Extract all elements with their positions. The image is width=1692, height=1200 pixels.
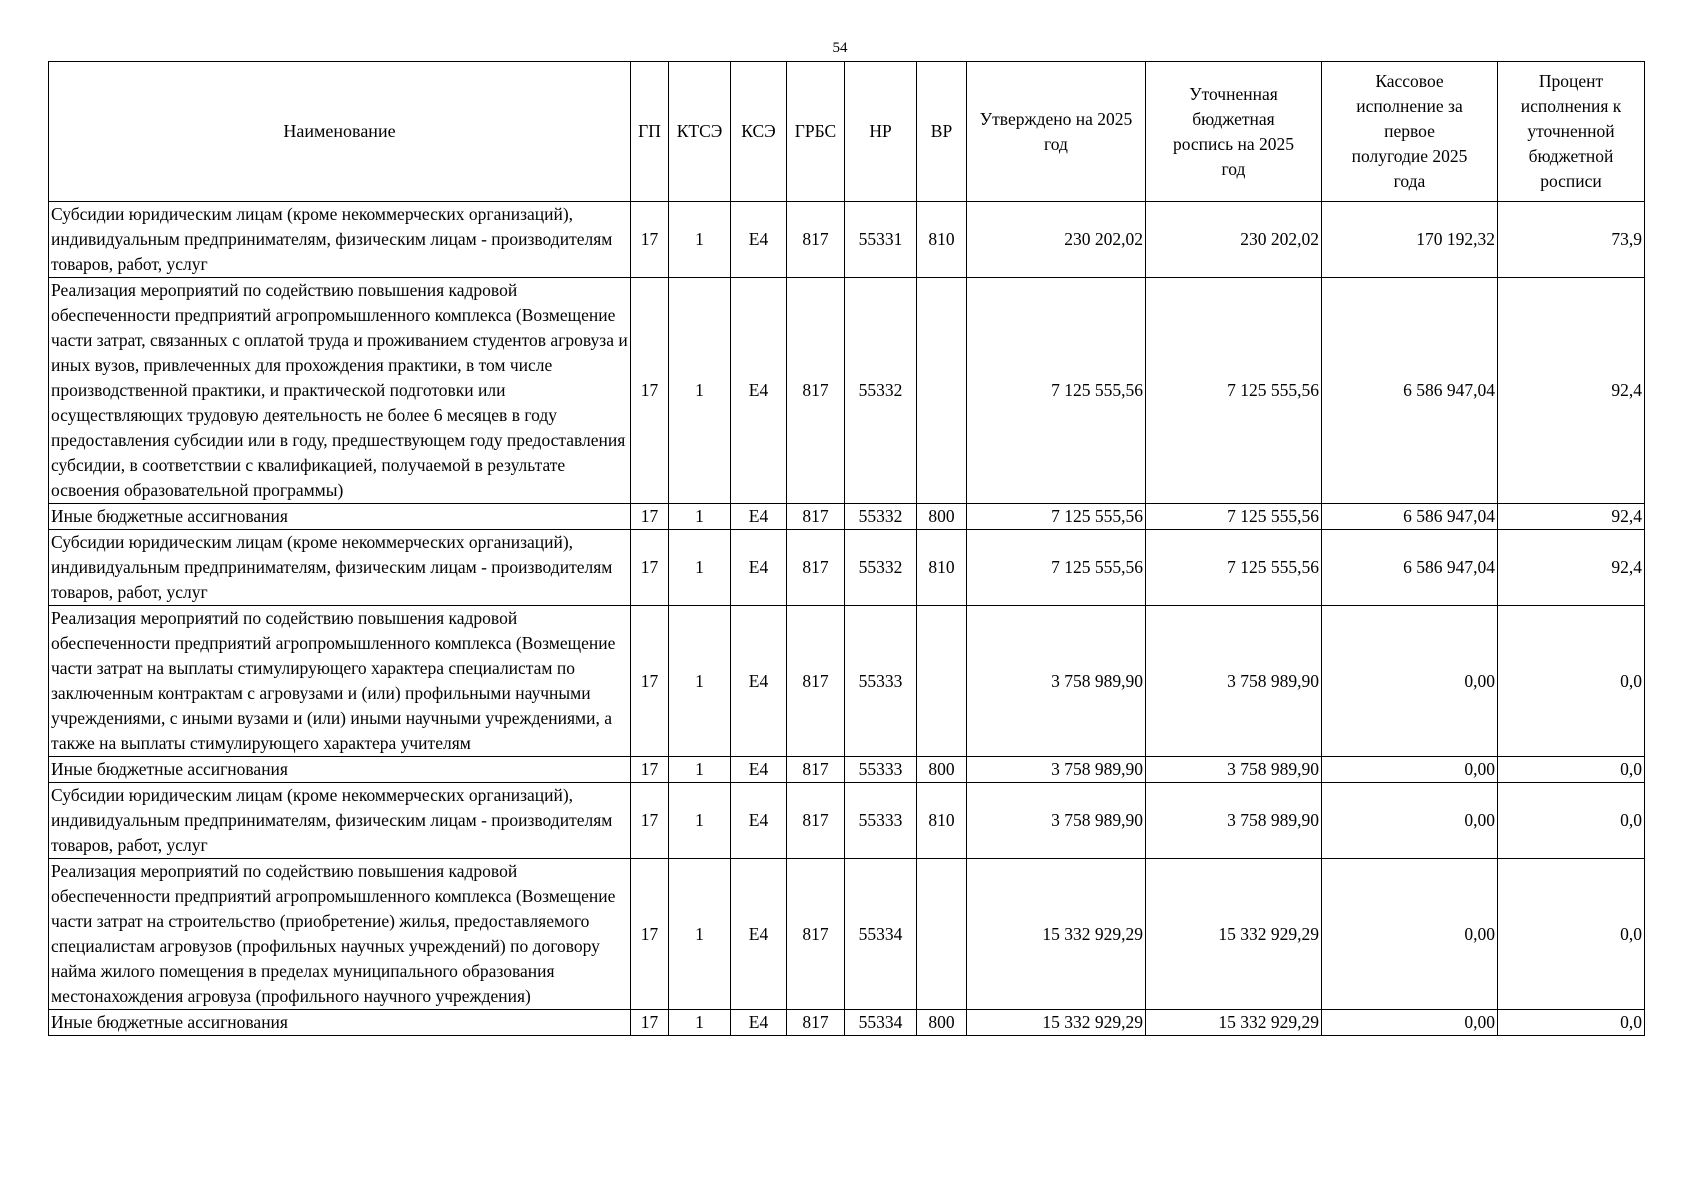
cell-percent: 0,0	[1498, 783, 1645, 859]
cell-gp: 17	[631, 504, 669, 530]
cell-ktse: 1	[669, 1010, 731, 1036]
cell-np: 55332	[845, 530, 917, 606]
cell-name: Иные бюджетные ассигнования	[49, 757, 631, 783]
cell-gp: 17	[631, 859, 669, 1010]
cell-approved: 3 758 989,90	[967, 606, 1146, 757]
cell-np: 55333	[845, 783, 917, 859]
cell-refined: 7 125 555,56	[1146, 278, 1322, 504]
cell-approved: 7 125 555,56	[967, 278, 1146, 504]
cell-ktse: 1	[669, 783, 731, 859]
cell-kse: Е4	[731, 530, 787, 606]
cell-refined: 3 758 989,90	[1146, 606, 1322, 757]
cell-ktse: 1	[669, 606, 731, 757]
cell-np: 55334	[845, 859, 917, 1010]
cell-grbs: 817	[787, 202, 845, 278]
cell-ktse: 1	[669, 504, 731, 530]
cell-refined: 15 332 929,29	[1146, 859, 1322, 1010]
cell-name: Реализация мероприятий по содействию повышения кадровой обеспеченности предприятий агропромышленного комплекса (Возмещение части затрат на строительство (приобретение) жилья, предоставляемого специалистам агровузов (профильных научных учреждений) по договору найма жилого помещения в пределах муниципального образования местонахождения агровуза (профильного научного учреждения)	[49, 859, 631, 1010]
cell-cash: 0,00	[1322, 783, 1498, 859]
table-row	[49, 504, 1645, 530]
table-row	[49, 530, 1645, 606]
cell-np: 55333	[845, 606, 917, 757]
header-cash: Кассовое исполнение за первое полугодие 2025 года	[1322, 62, 1498, 202]
cell-approved: 7 125 555,56	[967, 504, 1146, 530]
cell-kse: Е4	[731, 757, 787, 783]
page-number: 54	[832, 40, 848, 56]
cell-kse: Е4	[731, 859, 787, 1010]
header-vr: ВР	[917, 62, 967, 202]
cell-ktse: 1	[669, 859, 731, 1010]
cell-gp: 17	[631, 530, 669, 606]
cell-cash: 170 192,32	[1322, 202, 1498, 278]
header-refined: Уточненная бюджетная роспись на 2025 год	[1146, 62, 1322, 202]
cell-name: Субсидии юридическим лицам (кроме некоммерческих организаций), индивидуальным предпринимателям, физическим лицам - производителям товаров, работ, услуг	[49, 783, 631, 859]
cell-grbs: 817	[787, 757, 845, 783]
table-row	[49, 757, 1645, 783]
cell-vr: 800	[917, 1010, 967, 1036]
header-kse: КСЭ	[731, 62, 787, 202]
cell-gp: 17	[631, 202, 669, 278]
cell-cash: 6 586 947,04	[1322, 530, 1498, 606]
header-row	[49, 62, 1645, 202]
table-row	[49, 783, 1645, 859]
header-approved: Утверждено на 2025 год	[967, 62, 1146, 202]
cell-grbs: 817	[787, 530, 845, 606]
cell-np: 55333	[845, 757, 917, 783]
cell-ktse: 1	[669, 202, 731, 278]
cell-vr	[917, 278, 967, 504]
cell-cash: 6 586 947,04	[1322, 278, 1498, 504]
cell-grbs: 817	[787, 606, 845, 757]
cell-percent: 0,0	[1498, 606, 1645, 757]
header-ktse: КТСЭ	[669, 62, 731, 202]
cell-vr	[917, 606, 967, 757]
header-gp: ГП	[631, 62, 669, 202]
table-row	[49, 202, 1645, 278]
cell-vr: 810	[917, 202, 967, 278]
cell-grbs: 817	[787, 783, 845, 859]
cell-approved: 15 332 929,29	[967, 859, 1146, 1010]
cell-gp: 17	[631, 606, 669, 757]
cell-kse: Е4	[731, 1010, 787, 1036]
cell-name: Субсидии юридическим лицам (кроме некоммерческих организаций), индивидуальным предпринимателям, физическим лицам - производителям товаров, работ, услуг	[49, 202, 631, 278]
cell-vr: 800	[917, 757, 967, 783]
cell-percent: 73,9	[1498, 202, 1645, 278]
cell-percent: 92,4	[1498, 504, 1645, 530]
cell-ktse: 1	[669, 530, 731, 606]
table-row	[49, 859, 1645, 1010]
cell-cash: 6 586 947,04	[1322, 504, 1498, 530]
cell-gp: 17	[631, 278, 669, 504]
cell-approved: 230 202,02	[967, 202, 1146, 278]
cell-kse: Е4	[731, 278, 787, 504]
cell-name: Субсидии юридическим лицам (кроме некоммерческих организаций), индивидуальным предпринимателям, физическим лицам - производителям товаров, работ, услуг	[49, 530, 631, 606]
cell-name: Реализация мероприятий по содействию повышения кадровой обеспеченности предприятий агропромышленного комплекса (Возмещение части затрат на выплаты стимулирующего характера специалистам по заключенным контрактам с агровузами и (или) профильными научными учреждениями, с иными вузами и (или) иными научными учреждениями, а также на выплаты стимулирующего характера учителям	[49, 606, 631, 757]
cell-kse: Е4	[731, 606, 787, 757]
table-body	[49, 202, 1645, 1036]
cell-refined: 7 125 555,56	[1146, 530, 1322, 606]
table-row	[49, 278, 1645, 504]
cell-np: 55332	[845, 504, 917, 530]
cell-kse: Е4	[731, 202, 787, 278]
cell-cash: 0,00	[1322, 606, 1498, 757]
cell-name: Иные бюджетные ассигнования	[49, 504, 631, 530]
cell-percent: 92,4	[1498, 278, 1645, 504]
cell-refined: 15 332 929,29	[1146, 1010, 1322, 1036]
cell-kse: Е4	[731, 504, 787, 530]
cell-percent: 0,0	[1498, 757, 1645, 783]
cell-vr: 810	[917, 783, 967, 859]
cell-grbs: 817	[787, 1010, 845, 1036]
cell-cash: 0,00	[1322, 757, 1498, 783]
cell-vr	[917, 859, 967, 1010]
cell-refined: 230 202,02	[1146, 202, 1322, 278]
cell-ktse: 1	[669, 757, 731, 783]
cell-np: 55332	[845, 278, 917, 504]
cell-name: Иные бюджетные ассигнования	[49, 1010, 631, 1036]
cell-cash: 0,00	[1322, 1010, 1498, 1036]
cell-refined: 3 758 989,90	[1146, 783, 1322, 859]
cell-percent: 0,0	[1498, 859, 1645, 1010]
cell-cash: 0,00	[1322, 859, 1498, 1010]
cell-vr: 800	[917, 504, 967, 530]
cell-gp: 17	[631, 783, 669, 859]
cell-refined: 7 125 555,56	[1146, 504, 1322, 530]
cell-grbs: 817	[787, 278, 845, 504]
cell-np: 55331	[845, 202, 917, 278]
cell-gp: 17	[631, 1010, 669, 1036]
cell-percent: 0,0	[1498, 1010, 1645, 1036]
header-percent: Процент исполнения к уточненной бюджетной росписи	[1498, 62, 1645, 202]
header-grbs: ГРБС	[787, 62, 845, 202]
cell-np: 55334	[845, 1010, 917, 1036]
cell-kse: Е4	[731, 783, 787, 859]
cell-gp: 17	[631, 757, 669, 783]
cell-name: Реализация мероприятий по содействию повышения кадровой обеспеченности предприятий агропромышленного комплекса (Возмещение части затрат, связанных с оплатой труда и проживанием студентов агровуза и иных вузов, привлеченных для прохождения практики, в том числе производственной практики, и практической подготовки или осуществляющих трудовую деятельность не более 6 месяцев в году предоставления субсидии или в году, предшествующем году предоставления субсидии, в соответствии с квалификацией, получаемой в результате освоения образовательной программы)	[49, 278, 631, 504]
cell-refined: 3 758 989,90	[1146, 757, 1322, 783]
budget-execution-table	[48, 61, 1645, 1036]
cell-approved: 7 125 555,56	[967, 530, 1146, 606]
cell-approved: 3 758 989,90	[967, 757, 1146, 783]
cell-vr: 810	[917, 530, 967, 606]
header-name: Наименование	[49, 62, 631, 202]
cell-ktse: 1	[669, 278, 731, 504]
cell-approved: 15 332 929,29	[967, 1010, 1146, 1036]
table-row	[49, 1010, 1645, 1036]
cell-grbs: 817	[787, 504, 845, 530]
table-row	[49, 606, 1645, 757]
header-np: НР	[845, 62, 917, 202]
cell-approved: 3 758 989,90	[967, 783, 1146, 859]
cell-grbs: 817	[787, 859, 845, 1010]
cell-percent: 92,4	[1498, 530, 1645, 606]
